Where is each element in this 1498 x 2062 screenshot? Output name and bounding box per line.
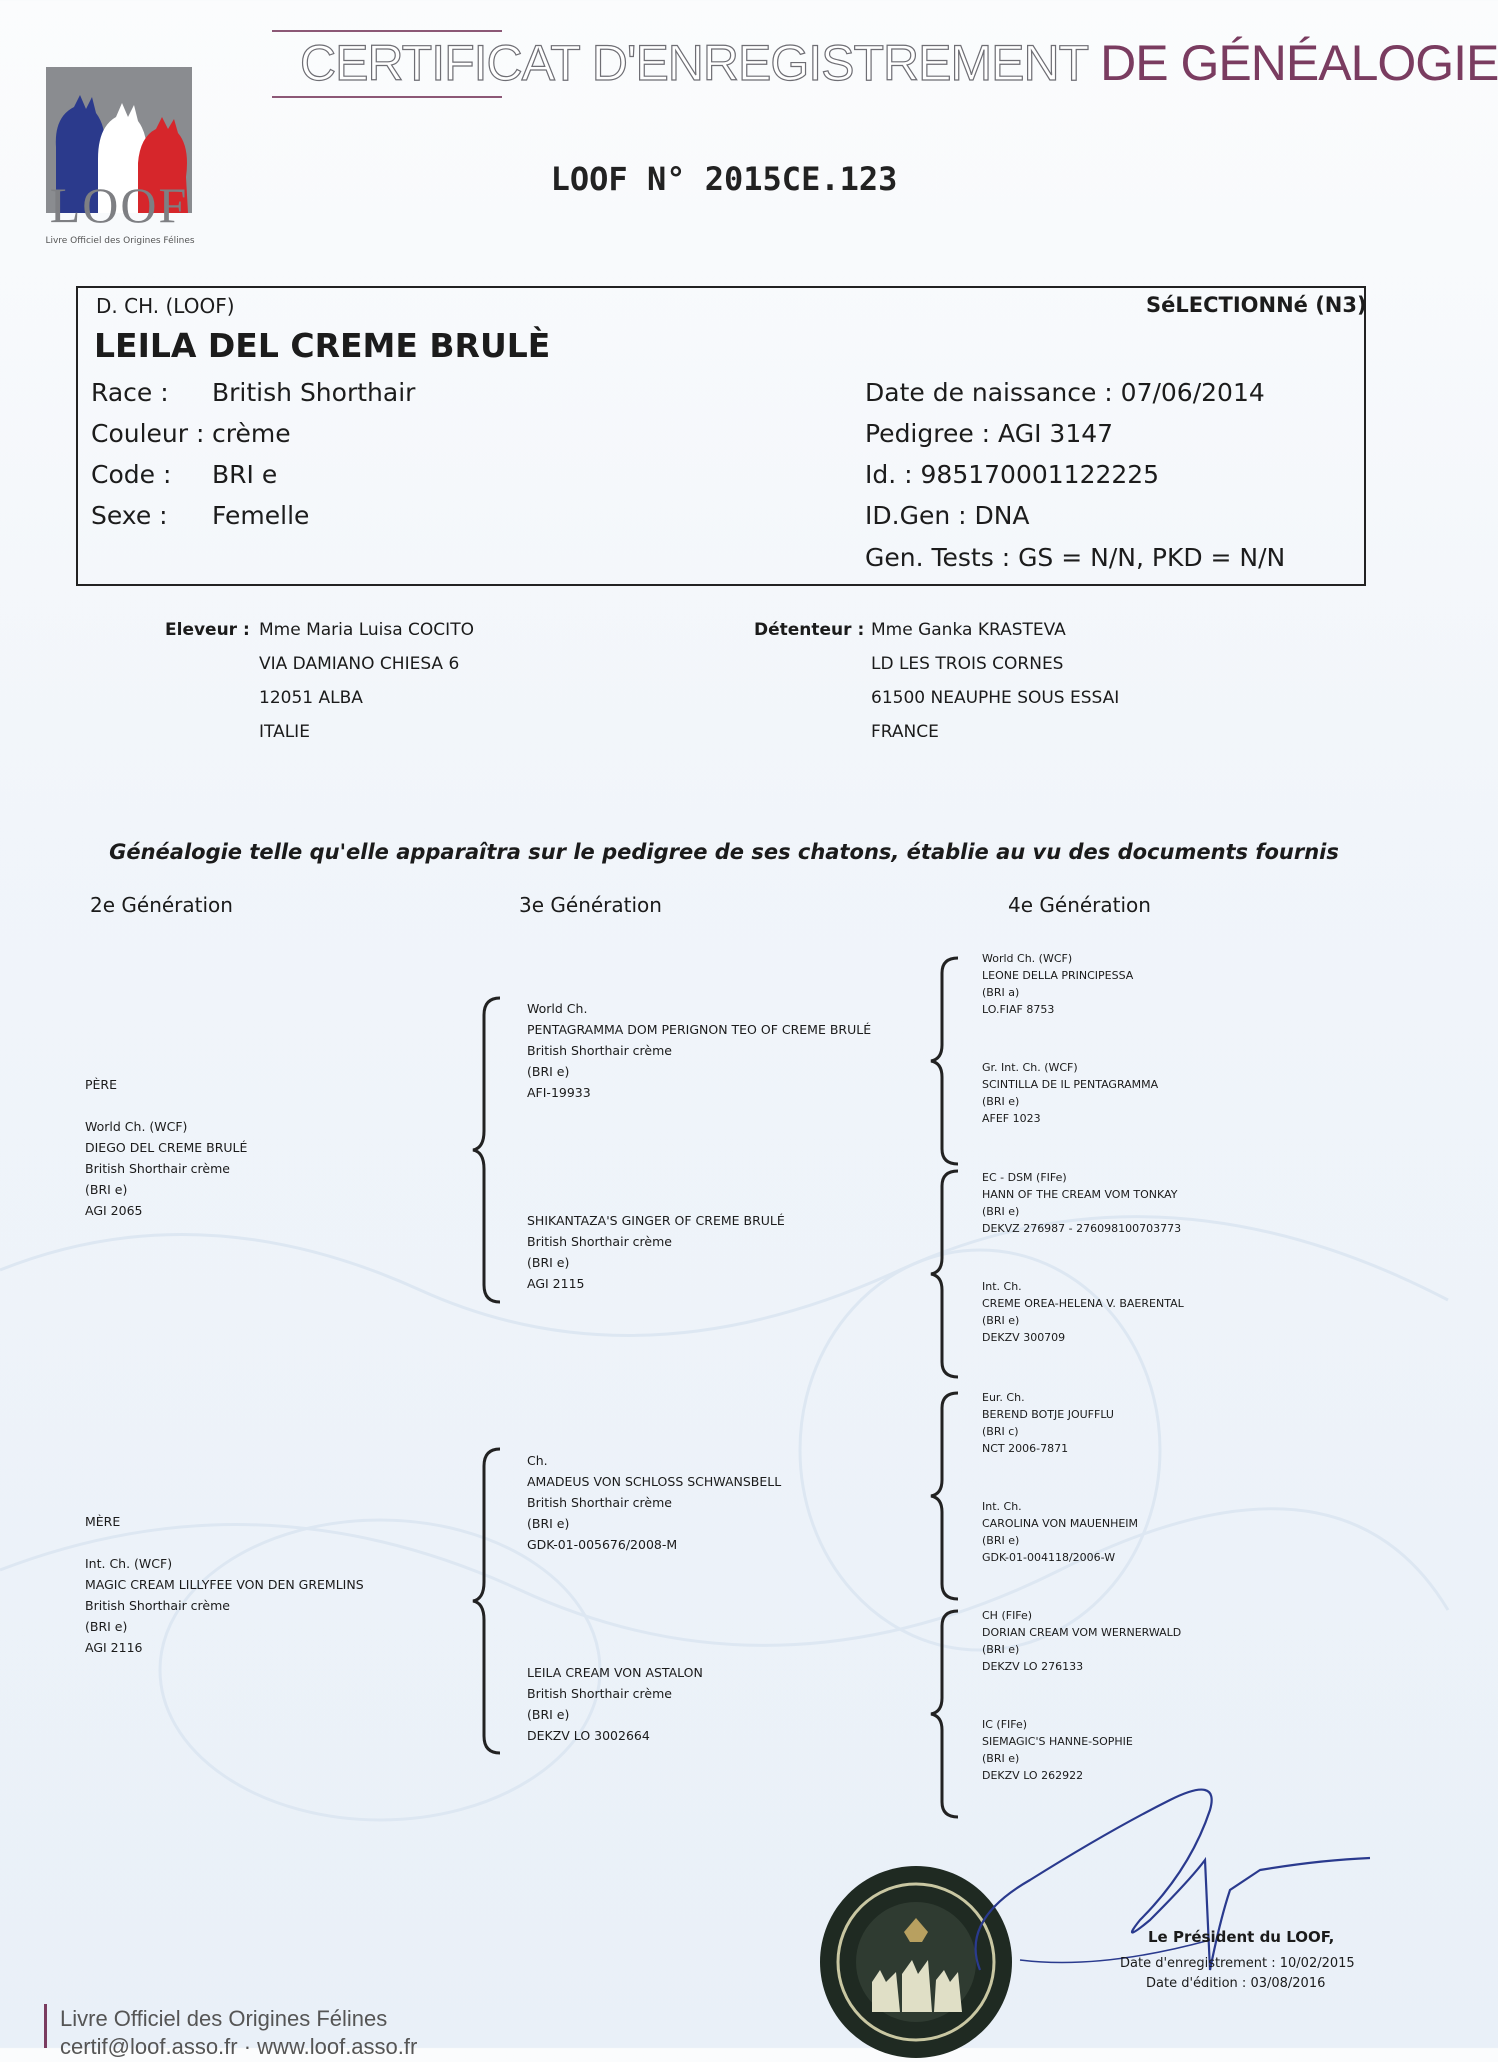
gen3-entry (527, 998, 871, 1103)
title-part-2: DE GÉNÉALOGIE (1100, 35, 1498, 91)
pedigree-heading: Généalogie telle qu'elle apparaîtra sur le pedigree de ses chatons, établie au vu des documents fournis (109, 840, 1339, 864)
gen4-line: (BRI c) (982, 1425, 1019, 1438)
gen3-line: (BRI e) (527, 1064, 570, 1079)
footer-contact: certif@loof.asso.fr · www.loof.asso.fr (60, 2034, 418, 2059)
gen3-line: DEKZV LO 3002664 (527, 1728, 650, 1743)
color-label: Couleur : (91, 419, 205, 448)
cat-name: LEILA DEL CREME BRULÈ (94, 326, 551, 365)
gen4-line: CREME OREA-HELENA V. BAERENTAL (982, 1297, 1184, 1310)
gen4-entry (982, 1169, 1181, 1237)
brace-g4-3-icon (928, 1390, 968, 1602)
code-value: BRI e (212, 460, 278, 489)
gen4-line: EC - DSM (FIFe) (982, 1171, 1067, 1184)
mother-line: Int. Ch. (WCF) (85, 1556, 173, 1571)
gen4-line: IC (FIFe) (982, 1718, 1028, 1731)
gen3-line: (BRI e) (527, 1707, 570, 1722)
gen3-line: AFI-19933 (527, 1085, 591, 1100)
footer-org-name: Livre Officiel des Origines Félines (60, 2006, 388, 2031)
microchip-id: Id. : 985170001122225 (865, 460, 1160, 489)
gen4-line: Gr. Int. Ch. (WCF) (982, 1061, 1078, 1074)
mother-line: MAGIC CREAM LILLYFEE VON DEN GREMLINS (85, 1577, 364, 1592)
owner-line: 61500 NEAUPHE SOUS ESSAI (871, 688, 1120, 708)
gen3-entry (527, 1450, 781, 1555)
date-edition: Date d'édition : 03/08/2016 (1146, 1976, 1326, 1991)
breeder-line: 12051 ALBA (259, 688, 363, 708)
logo-subtitle: Livre Officiel des Origines Félines (45, 236, 195, 246)
title-rule-top (272, 30, 502, 32)
gen3-entry (527, 1662, 703, 1746)
gen4-line: DEKZV LO 262922 (982, 1769, 1084, 1782)
gen3-entry (527, 1210, 785, 1294)
gen4-line: CH (FIFe) (982, 1609, 1033, 1622)
gen4-line: Eur. Ch. (982, 1391, 1025, 1404)
gen4-entry (982, 1389, 1114, 1457)
gen4-line: (BRI e) (982, 1643, 1020, 1656)
title-part-1: CERTIFICAT D'ENREGISTREMENT (300, 35, 1088, 91)
gen4-line: GDK-01-004118/2006-W (982, 1551, 1116, 1564)
gen3-line: Ch. (527, 1453, 548, 1468)
gen4-line: BEREND BOTJE JOUFFLU (982, 1408, 1114, 1421)
gen4-line: DEKVZ 276987 - 276098100703773 (982, 1222, 1182, 1235)
gen4-line: (BRI e) (982, 1095, 1020, 1108)
gen4-line: (BRI a) (982, 986, 1020, 999)
mother-line: (BRI e) (85, 1619, 128, 1634)
brace-father-icon (470, 995, 510, 1305)
gen3-line: AGI 2115 (527, 1276, 585, 1291)
gen4-line: LO.FIAF 8753 (982, 1003, 1055, 1016)
gen2-mother (85, 1511, 364, 1658)
gen4-entry (982, 1278, 1184, 1346)
gen4-line: LEONE DELLA PRINCIPESSA (982, 969, 1134, 982)
mother-role: MÈRE (85, 1514, 121, 1529)
owner-line: Mme Ganka KRASTEVA (871, 620, 1066, 640)
breeder-line: ITALIE (259, 722, 310, 742)
gen4-line: DEKZV LO 276133 (982, 1660, 1084, 1673)
gen4-line: (BRI e) (982, 1205, 1020, 1218)
father-role: PÈRE (85, 1077, 118, 1092)
code-label: Code : (91, 460, 172, 489)
gen3-label: 3e Génération (519, 893, 662, 917)
pedigree-number: Pedigree : AGI 3147 (865, 419, 1114, 448)
father-line: AGI 2065 (85, 1203, 143, 1218)
breeder-line: VIA DAMIANO CHIESA 6 (259, 654, 460, 674)
gen4-line: (BRI e) (982, 1534, 1020, 1547)
cat-title: D. CH. (LOOF) (96, 294, 235, 318)
gen4-line: (BRI e) (982, 1752, 1020, 1765)
gen4-line: SCINTILLA DE IL PENTAGRAMMA (982, 1078, 1159, 1091)
logo-text: LOOF (49, 177, 189, 233)
owner-label: Détenteur : (754, 620, 865, 640)
brace-g4-1-icon (928, 955, 968, 1167)
gen4-line: World Ch. (WCF) (982, 952, 1073, 965)
race-value: British Shorthair (212, 378, 416, 407)
brace-g4-2-icon (928, 1168, 968, 1380)
gen4-line: SIEMAGIC'S HANNE-SOPHIE (982, 1735, 1133, 1748)
gen4-entry (982, 1498, 1138, 1566)
gen4-line: HANN OF THE CREAM VOM TONKAY (982, 1188, 1178, 1201)
gen4-line: DORIAN CREAM VOM WERNERWALD (982, 1626, 1182, 1639)
gen4-line: AFEF 1023 (982, 1112, 1041, 1125)
father-line: British Shorthair crème (85, 1161, 230, 1176)
gen2-father (85, 1074, 247, 1221)
gen4-entry (982, 1607, 1181, 1675)
gen3-line: British Shorthair crème (527, 1234, 672, 1249)
gen4-line: Int. Ch. (982, 1500, 1022, 1513)
gen4-line: NCT 2006-7871 (982, 1442, 1069, 1455)
sex-label: Sexe : (91, 501, 168, 530)
gen3-line: LEILA CREAM VON ASTALON (527, 1665, 703, 1680)
mother-line: British Shorthair crème (85, 1598, 230, 1613)
president-label: Le Président du LOOF, (1148, 1928, 1335, 1946)
selection-level: SéLECTIONNé (N3) (1146, 293, 1367, 317)
gen4-line: CAROLINA VON MAUENHEIM (982, 1517, 1139, 1530)
title-rule-bottom (272, 96, 502, 98)
certificate-title (300, 34, 1498, 92)
race-label: Race : (91, 378, 169, 407)
gen3-line: SHIKANTAZA'S GINGER OF CREME BRULÉ (527, 1213, 785, 1228)
sex-value: Femelle (212, 501, 310, 530)
breeder-label: Eleveur : (165, 620, 250, 640)
gen3-line: GDK-01-005676/2008-M (527, 1537, 678, 1552)
gen3-line: PENTAGRAMMA DOM PERIGNON TEO OF CREME BRULÉ (527, 1022, 872, 1037)
gen2-label: 2e Génération (90, 893, 233, 917)
color-value: crème (212, 419, 291, 448)
gen4-line: DEKZV 300709 (982, 1331, 1066, 1344)
gen3-line: World Ch. (527, 1001, 588, 1016)
gen4-label: 4e Génération (1008, 893, 1151, 917)
id-gen: ID.Gen : DNA (865, 501, 1030, 530)
father-line: DIEGO DEL CREME BRULÉ (85, 1140, 248, 1155)
loof-number: LOOF N° 2015CE.123 (550, 160, 898, 198)
footer-accent-bar (44, 2004, 47, 2048)
gen3-line: AMADEUS VON SCHLOSS SCHWANSBELL (527, 1474, 782, 1489)
breeder-line: Mme Maria Luisa COCITO (259, 620, 474, 640)
gen3-line: British Shorthair crème (527, 1043, 672, 1058)
father-line: (BRI e) (85, 1182, 128, 1197)
date-registration: Date d'enregistrement : 10/02/2015 (1120, 1956, 1355, 1971)
mother-line: AGI 2116 (85, 1640, 143, 1655)
gen4-entry (982, 1059, 1158, 1127)
gen3-line: British Shorthair crème (527, 1495, 672, 1510)
owner-line: LD LES TROIS CORNES (871, 654, 1064, 674)
gen-tests: Gen. Tests : GS = N/N, PKD = N/N (865, 543, 1286, 572)
gen4-entry (982, 950, 1133, 1018)
gen3-line: British Shorthair crème (527, 1686, 672, 1701)
gen4-line: (BRI e) (982, 1314, 1020, 1327)
birth-date: Date de naissance : 07/06/2014 (865, 378, 1265, 407)
gen4-line: Int. Ch. (982, 1280, 1022, 1293)
brace-mother-icon (470, 1446, 510, 1756)
father-line: World Ch. (WCF) (85, 1119, 188, 1134)
gen3-line: (BRI e) (527, 1255, 570, 1270)
owner-line: FRANCE (871, 722, 939, 742)
gen3-line: (BRI e) (527, 1516, 570, 1531)
